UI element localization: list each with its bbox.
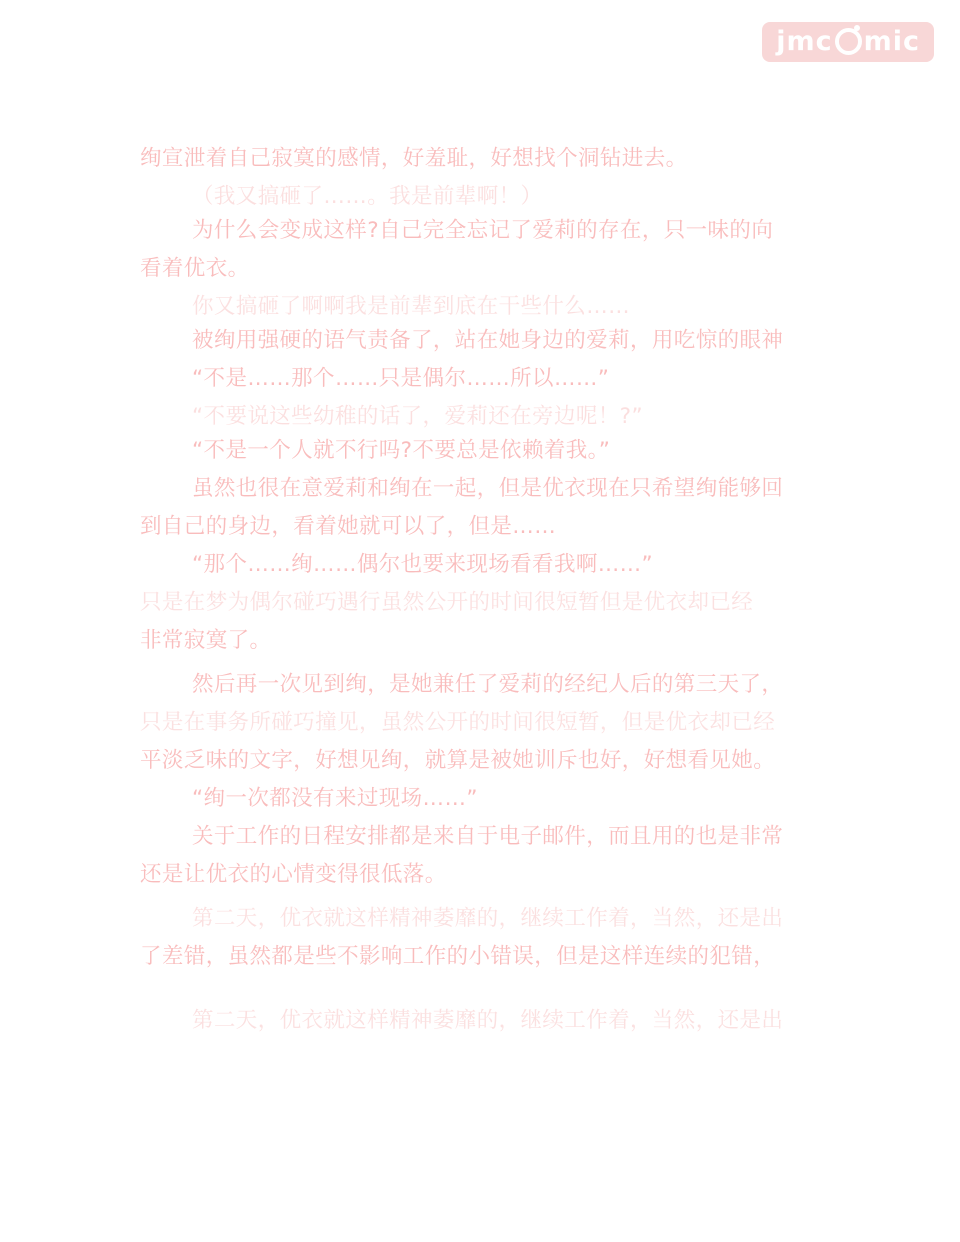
paragraph-line-2: （我又搞砸了……。我是前辈啊！） [192, 184, 543, 209]
text-line [140, 864, 830, 908]
text-line-ghost [140, 1010, 830, 1048]
text-line-ghost [140, 592, 830, 630]
paragraph-line-6: 被绚用强硬的语气责备了，站在她身边的爱莉，用吃惊的眼神 [192, 328, 784, 353]
logo-text-right: mic [863, 26, 920, 57]
paragraph-spacer [140, 984, 830, 1010]
text-line-ghost [140, 296, 830, 330]
text-line [140, 516, 830, 554]
paragraph-line-13: 只是在梦为偶尔碰巧遇行虽然公开的时间很短暂但是优衣却已经 [140, 590, 754, 615]
paragraph-line-10: 虽然也很在意爱莉和绚在一起，但是优衣现在只希望绚能够回 [192, 476, 784, 501]
paragraph-line-16: 只是在事务所碰巧撞见，虽然公开的时间很短暂，但是优衣却已经 [140, 710, 776, 735]
text-line [140, 946, 830, 984]
text-line-ghost [140, 908, 830, 946]
text-line [140, 478, 830, 516]
paragraph-line-21: 第二天，优衣就这样精神萎靡的，继续工作着，当然，还是出 [192, 906, 784, 931]
text-line [140, 440, 830, 478]
text-line [140, 674, 830, 712]
document-page [140, 148, 830, 1048]
text-line-ghost [140, 712, 830, 750]
paragraph-line-11: 到自己的身边，看着她就可以了，但是…… [140, 514, 557, 539]
text-line [140, 630, 830, 674]
paragraph-line-8: “不要说这些幼稚的话了，爱莉还在旁边呢！?” [192, 404, 643, 429]
paragraph-line-1: 绚宣泄着自己寂寞的感情，好羞耻，好想找个洞钻进去。 [140, 146, 688, 171]
paragraph-line-5: 你又搞砸了啊啊我是前辈到底在干些什么…… [192, 294, 631, 319]
paragraph-line-14: 非常寂寞了。 [140, 628, 272, 653]
paragraph-line-20: 还是让优衣的心情变得很低落。 [140, 862, 447, 887]
text-line [140, 186, 830, 220]
text-line [140, 750, 830, 788]
paragraph-line-7: “不是……那个……只是偶尔……所以……” [192, 366, 610, 391]
text-line [140, 330, 830, 368]
paragraph-line-15: 然后再一次见到绚，是她兼任了爱莉的经纪人后的第三天了， [192, 672, 784, 697]
paragraph-line-4: 看着优衣。 [140, 256, 250, 281]
text-line-ghost [140, 406, 830, 440]
logo-text-left: jmc [776, 26, 833, 57]
paragraph-line-22: 了差错，虽然都是些不影响工作的小错误，但是这样连续的犯错， [140, 944, 776, 969]
paragraph-line-9: “不是一个人就不行吗?不要总是依赖着我。” [192, 438, 611, 463]
text-line [140, 258, 830, 296]
text-line [140, 554, 830, 592]
paragraph-line-18: “绚一次都没有来过现场……” [192, 786, 478, 811]
text-line [140, 788, 830, 826]
paragraph-line-12: “那个……绚……偶尔也要来现场看看我啊……” [192, 552, 654, 577]
text-line [140, 148, 830, 186]
jmcomic-watermark-logo [762, 22, 934, 62]
text-line [140, 826, 830, 864]
paragraph-line-3: 为什么会变成这样?自己完全忘记了爱莉的存在，只一味的向 [192, 218, 774, 243]
paragraph-line-19: 关于工作的日程安排都是来自于电子邮件，而且用的也是非常 [192, 824, 784, 849]
paragraph-line-17: 平淡乏味的文字，好想见绚，就算是被她训斥也好，好想看见她。 [140, 748, 776, 773]
ring-o-icon [835, 28, 862, 55]
text-line [140, 368, 830, 406]
paragraph-line-23: 第二天，优衣就这样精神萎靡的，继续工作着，当然，还是出 [192, 1008, 784, 1033]
text-line [140, 220, 830, 258]
